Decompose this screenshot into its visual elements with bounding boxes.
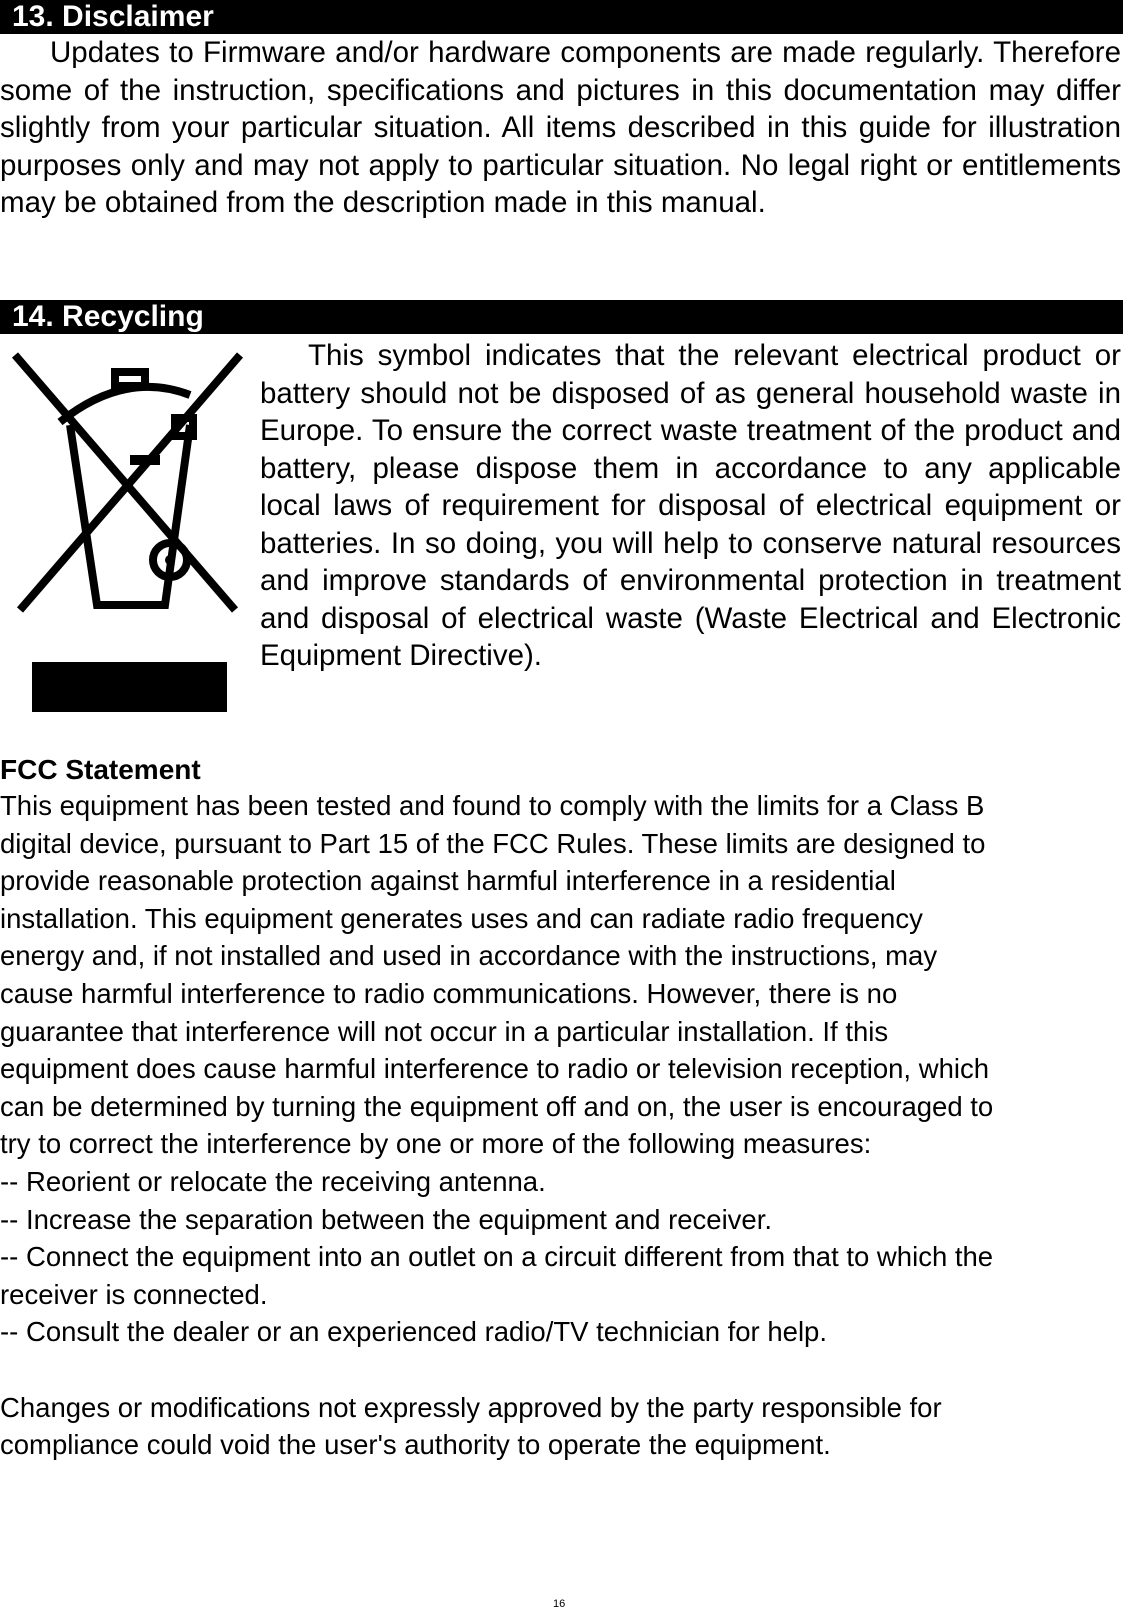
page-number: 16	[553, 1598, 566, 1610]
fcc-line: can be determined by turning the equipment off and on, the user is encouraged to	[0, 1090, 994, 1122]
disclaimer-heading: 13. Disclaimer	[0, 0, 1123, 34]
fcc-line: -- Reorient or relocate the receiving antenna.	[0, 1166, 546, 1197]
fcc-line: This equipment has been tested and found to comply with the limits for a Class B	[0, 790, 985, 821]
fcc-line: provide reasonable protection against harmful interference in a residential	[0, 865, 896, 897]
fcc-line: -- Consult the dealer or an experienced radio/TV technician for help.	[0, 1316, 827, 1348]
fcc-line: cause harmful interference to radio communications. However, there is no	[0, 978, 898, 1009]
fcc-line: compliance could void the user's authority to operate the equipment.	[0, 1429, 831, 1461]
fcc-line: -- Connect the equipment into an outlet on a circuit different from that to which the	[0, 1241, 994, 1273]
fcc-line: installation. This equipment generates uses and can radiate radio frequency	[0, 902, 923, 934]
fcc-line: digital device, pursuant to Part 15 of the FCC Rules. These limits are designed to	[0, 827, 986, 859]
weee-crossed-bin-icon	[5, 350, 245, 715]
fcc-line: equipment does cause harmful interference to radio or television reception, which	[0, 1053, 990, 1085]
fcc-line: -- Increase the separation between the equipment and receiver.	[0, 1203, 773, 1235]
fcc-line: energy and, if not installed and used in accordance with the instructions, may	[0, 940, 938, 972]
recycling-heading: 14. Recycling	[0, 300, 1123, 334]
fcc-line: guarantee that interference will not occur in a particular installation. If this	[0, 1015, 889, 1047]
disclaimer-text: Updates to Firmware and/or hardware components are made regularly. Therefore some of the instruction, specifications and pictures in this documentation may differ slightly from your particular situation. All items described in this guide for illustration purposes only and may not apply to particular situation. No legal right or entitlements may be obtained from the description made in this manual.	[0, 36, 1121, 219]
fcc-line: try to correct the interference by one or more of the following measures:	[0, 1128, 872, 1160]
fcc-line: receiver is connected.	[0, 1278, 268, 1310]
fcc-title: FCC Statement	[0, 754, 201, 785]
recycling-text: This symbol indicates that the relevant electrical product or battery should not be disposed of as general household waste in Europe. To ensure the correct waste treatment of the product and battery, please dispose them in accordance to any applicable local laws of requirement for disposal of electrical equipment or batteries. In so doing, you will help to conserve natural resources and improve standards of environmental protection in treatment and disposal of electrical waste (Waste Electrical and Electronic Equipment Directive).	[260, 339, 1121, 672]
fcc-line: Changes or modifications not expressly approved by the party responsible for	[0, 1391, 942, 1423]
